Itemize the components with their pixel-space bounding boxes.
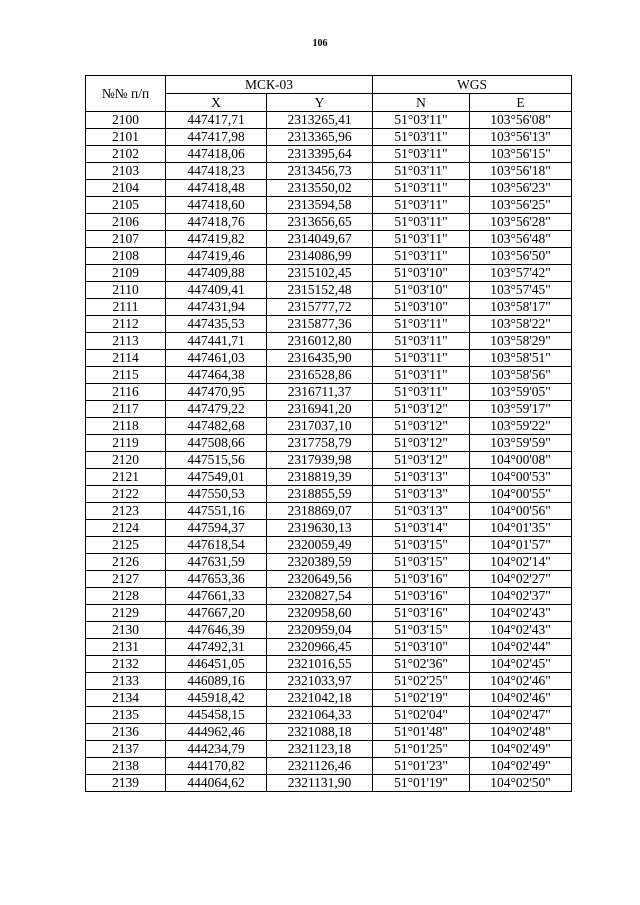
cell-e: 103°56'28" (470, 214, 572, 231)
cell-y: 2316435,90 (267, 350, 373, 367)
cell-e: 103°56'13" (470, 129, 572, 146)
cell-x: 446451,05 (166, 656, 267, 673)
cell-e: 104°02'14" (470, 554, 572, 571)
cell-n: 51°01'23" (373, 758, 470, 775)
cell-n: 51°01'48" (373, 724, 470, 741)
cell-n: 51°03'11" (373, 214, 470, 231)
table-row (86, 452, 572, 469)
cell-y: 2317939,98 (267, 452, 373, 469)
cell-x: 445458,15 (166, 707, 267, 724)
cell-num: 2128 (86, 588, 166, 605)
cell-x: 447417,98 (166, 129, 267, 146)
cell-y: 2318855,59 (267, 486, 373, 503)
cell-e: 104°02'46" (470, 690, 572, 707)
cell-y: 2313550,02 (267, 180, 373, 197)
cell-num: 2129 (86, 605, 166, 622)
cell-num: 2132 (86, 656, 166, 673)
cell-n: 51°03'10" (373, 282, 470, 299)
cell-num: 2105 (86, 197, 166, 214)
table-row (86, 231, 572, 248)
table-row (86, 605, 572, 622)
cell-x: 447418,60 (166, 197, 267, 214)
cell-e: 104°02'43" (470, 605, 572, 622)
cell-y: 2318869,07 (267, 503, 373, 520)
cell-num: 2104 (86, 180, 166, 197)
table-row (86, 758, 572, 775)
table-row (86, 554, 572, 571)
table-row (86, 265, 572, 282)
cell-n: 51°03'13" (373, 486, 470, 503)
cell-num: 2115 (86, 367, 166, 384)
table-row (86, 180, 572, 197)
cell-e: 103°58'56" (470, 367, 572, 384)
cell-y: 2321064,33 (267, 707, 373, 724)
cell-e: 104°02'27" (470, 571, 572, 588)
cell-e: 103°58'51" (470, 350, 572, 367)
cell-x: 447435,53 (166, 316, 267, 333)
cell-n: 51°03'12" (373, 401, 470, 418)
cell-x: 447653,36 (166, 571, 267, 588)
cell-y: 2314086,99 (267, 248, 373, 265)
cell-num: 2131 (86, 639, 166, 656)
table-row (86, 503, 572, 520)
table-row (86, 435, 572, 452)
cell-y: 2321126,46 (267, 758, 373, 775)
cell-x: 447441,71 (166, 333, 267, 350)
cell-y: 2316941,20 (267, 401, 373, 418)
cell-e: 104°02'44" (470, 639, 572, 656)
cell-num: 2127 (86, 571, 166, 588)
table-row (86, 248, 572, 265)
cell-x: 445918,42 (166, 690, 267, 707)
table-row (86, 639, 572, 656)
header-msk03: МСК-03 (166, 76, 373, 94)
cell-x: 447482,68 (166, 418, 267, 435)
cell-y: 2321123,18 (267, 741, 373, 758)
table-row (86, 350, 572, 367)
cell-num: 2101 (86, 129, 166, 146)
table-header (86, 76, 572, 112)
header-n: N (373, 94, 470, 112)
cell-x: 447551,16 (166, 503, 267, 520)
cell-x: 447419,82 (166, 231, 267, 248)
cell-num: 2103 (86, 163, 166, 180)
cell-num: 2136 (86, 724, 166, 741)
table-row (86, 299, 572, 316)
cell-y: 2321016,55 (267, 656, 373, 673)
cell-e: 103°56'25" (470, 197, 572, 214)
cell-num: 2109 (86, 265, 166, 282)
table-row (86, 690, 572, 707)
table-row (86, 367, 572, 384)
cell-y: 2313265,41 (267, 112, 373, 129)
cell-y: 2315152,48 (267, 282, 373, 299)
cell-e: 103°59'22" (470, 418, 572, 435)
cell-n: 51°03'11" (373, 248, 470, 265)
cell-n: 51°03'11" (373, 350, 470, 367)
cell-num: 2138 (86, 758, 166, 775)
cell-e: 103°59'05" (470, 384, 572, 401)
cell-e: 103°57'42" (470, 265, 572, 282)
cell-x: 446089,16 (166, 673, 267, 690)
cell-n: 51°02'36" (373, 656, 470, 673)
cell-n: 51°03'11" (373, 163, 470, 180)
cell-x: 447661,33 (166, 588, 267, 605)
cell-e: 104°00'08" (470, 452, 572, 469)
cell-n: 51°03'11" (373, 180, 470, 197)
cell-n: 51°01'19" (373, 775, 470, 792)
cell-num: 2124 (86, 520, 166, 537)
cell-x: 447492,31 (166, 639, 267, 656)
cell-y: 2313365,96 (267, 129, 373, 146)
cell-num: 2121 (86, 469, 166, 486)
cell-y: 2320389,59 (267, 554, 373, 571)
cell-x: 447667,20 (166, 605, 267, 622)
cell-y: 2321042,18 (267, 690, 373, 707)
cell-x: 447409,41 (166, 282, 267, 299)
cell-e: 104°02'48" (470, 724, 572, 741)
cell-x: 447417,71 (166, 112, 267, 129)
cell-e: 103°56'48" (470, 231, 572, 248)
cell-y: 2320827,54 (267, 588, 373, 605)
cell-x: 444170,82 (166, 758, 267, 775)
cell-e: 104°02'37" (470, 588, 572, 605)
cell-x: 447418,23 (166, 163, 267, 180)
cell-e: 103°56'23" (470, 180, 572, 197)
cell-num: 2120 (86, 452, 166, 469)
cell-num: 2116 (86, 384, 166, 401)
cell-x: 447461,03 (166, 350, 267, 367)
table-row (86, 146, 572, 163)
cell-x: 447508,66 (166, 435, 267, 452)
cell-n: 51°02'19" (373, 690, 470, 707)
cell-y: 2313656,65 (267, 214, 373, 231)
table-row (86, 741, 572, 758)
cell-y: 2319630,13 (267, 520, 373, 537)
cell-n: 51°03'11" (373, 146, 470, 163)
cell-n: 51°03'11" (373, 112, 470, 129)
table-row (86, 401, 572, 418)
cell-num: 2126 (86, 554, 166, 571)
table-row (86, 673, 572, 690)
cell-num: 2106 (86, 214, 166, 231)
cell-e: 103°59'59" (470, 435, 572, 452)
table-row (86, 486, 572, 503)
cell-e: 103°56'08" (470, 112, 572, 129)
cell-n: 51°03'13" (373, 469, 470, 486)
cell-n: 51°03'12" (373, 418, 470, 435)
cell-num: 2123 (86, 503, 166, 520)
cell-e: 103°56'50" (470, 248, 572, 265)
cell-num: 2134 (86, 690, 166, 707)
cell-num: 2114 (86, 350, 166, 367)
table-row (86, 537, 572, 554)
cell-n: 51°03'14" (373, 520, 470, 537)
cell-num: 2139 (86, 775, 166, 792)
cell-x: 447418,76 (166, 214, 267, 231)
cell-e: 104°01'57" (470, 537, 572, 554)
cell-num: 2111 (86, 299, 166, 316)
cell-x: 444234,79 (166, 741, 267, 758)
cell-e: 104°00'53" (470, 469, 572, 486)
cell-n: 51°03'11" (373, 384, 470, 401)
table-row (86, 707, 572, 724)
table-row (86, 724, 572, 741)
cell-n: 51°03'12" (373, 452, 470, 469)
cell-e: 103°56'15" (470, 146, 572, 163)
cell-y: 2321131,90 (267, 775, 373, 792)
table-row (86, 129, 572, 146)
cell-y: 2320649,56 (267, 571, 373, 588)
cell-x: 447515,56 (166, 452, 267, 469)
header-x: X (166, 94, 267, 112)
cell-e: 103°58'29" (470, 333, 572, 350)
cell-y: 2316528,86 (267, 367, 373, 384)
cell-y: 2316012,80 (267, 333, 373, 350)
cell-num: 2122 (86, 486, 166, 503)
cell-num: 2110 (86, 282, 166, 299)
table-row (86, 469, 572, 486)
cell-n: 51°03'13" (373, 503, 470, 520)
cell-x: 447418,48 (166, 180, 267, 197)
cell-num: 2118 (86, 418, 166, 435)
cell-n: 51°03'10" (373, 299, 470, 316)
table-row (86, 622, 572, 639)
cell-e: 104°02'45" (470, 656, 572, 673)
cell-y: 2320966,45 (267, 639, 373, 656)
cell-x: 447479,22 (166, 401, 267, 418)
cell-y: 2313395,64 (267, 146, 373, 163)
cell-e: 104°01'35" (470, 520, 572, 537)
table-row (86, 418, 572, 435)
cell-x: 447550,53 (166, 486, 267, 503)
cell-n: 51°01'25" (373, 741, 470, 758)
cell-e: 103°59'17" (470, 401, 572, 418)
cell-n: 51°03'10" (373, 265, 470, 282)
cell-x: 447618,54 (166, 537, 267, 554)
cell-x: 444962,46 (166, 724, 267, 741)
table-row (86, 214, 572, 231)
cell-y: 2320959,04 (267, 622, 373, 639)
header-wgs: WGS (373, 76, 572, 94)
cell-x: 447549,01 (166, 469, 267, 486)
cell-x: 447464,38 (166, 367, 267, 384)
cell-y: 2313456,73 (267, 163, 373, 180)
cell-y: 2320958,60 (267, 605, 373, 622)
cell-num: 2100 (86, 112, 166, 129)
cell-x: 447431,94 (166, 299, 267, 316)
cell-y: 2315777,72 (267, 299, 373, 316)
cell-num: 2135 (86, 707, 166, 724)
cell-y: 2314049,67 (267, 231, 373, 248)
cell-e: 104°02'49" (470, 741, 572, 758)
cell-n: 51°03'15" (373, 554, 470, 571)
table-row (86, 775, 572, 792)
cell-y: 2317037,10 (267, 418, 373, 435)
cell-n: 51°03'12" (373, 435, 470, 452)
cell-e: 103°58'22" (470, 316, 572, 333)
table-row (86, 163, 572, 180)
cell-n: 51°03'15" (373, 622, 470, 639)
cell-n: 51°03'16" (373, 605, 470, 622)
table-row (86, 384, 572, 401)
cell-e: 103°57'45" (470, 282, 572, 299)
cell-num: 2102 (86, 146, 166, 163)
cell-y: 2315877,36 (267, 316, 373, 333)
cell-num: 2130 (86, 622, 166, 639)
table-row (86, 333, 572, 350)
cell-x: 447418,06 (166, 146, 267, 163)
table-row (86, 588, 572, 605)
cell-y: 2316711,37 (267, 384, 373, 401)
cell-x: 447631,59 (166, 554, 267, 571)
cell-x: 447409,88 (166, 265, 267, 282)
cell-n: 51°03'11" (373, 129, 470, 146)
cell-num: 2108 (86, 248, 166, 265)
cell-n: 51°03'11" (373, 197, 470, 214)
cell-e: 104°02'49" (470, 758, 572, 775)
cell-n: 51°03'11" (373, 367, 470, 384)
cell-n: 51°03'10" (373, 639, 470, 656)
table-row (86, 316, 572, 333)
cell-x: 447419,46 (166, 248, 267, 265)
cell-y: 2320059,49 (267, 537, 373, 554)
cell-n: 51°03'16" (373, 571, 470, 588)
cell-y: 2317758,79 (267, 435, 373, 452)
cell-num: 2137 (86, 741, 166, 758)
cell-n: 51°03'15" (373, 537, 470, 554)
table-row (86, 197, 572, 214)
cell-y: 2315102,45 (267, 265, 373, 282)
cell-n: 51°03'11" (373, 333, 470, 350)
cell-n: 51°03'11" (373, 316, 470, 333)
cell-e: 103°58'17" (470, 299, 572, 316)
cell-n: 51°02'04" (373, 707, 470, 724)
coordinates-table (85, 75, 572, 792)
cell-x: 447594,37 (166, 520, 267, 537)
cell-num: 2112 (86, 316, 166, 333)
cell-y: 2318819,39 (267, 469, 373, 486)
cell-num: 2107 (86, 231, 166, 248)
cell-e: 104°00'56" (470, 503, 572, 520)
table-row (86, 656, 572, 673)
header-y: Y (267, 94, 373, 112)
table-body (86, 112, 572, 792)
cell-num: 2119 (86, 435, 166, 452)
cell-e: 104°02'43" (470, 622, 572, 639)
header-num: №№ п/п (86, 76, 166, 112)
cell-num: 2117 (86, 401, 166, 418)
cell-y: 2313594,58 (267, 197, 373, 214)
cell-e: 104°02'47" (470, 707, 572, 724)
cell-y: 2321033,97 (267, 673, 373, 690)
cell-n: 51°03'16" (373, 588, 470, 605)
cell-num: 2125 (86, 537, 166, 554)
header-row-1 (86, 76, 572, 94)
table-row (86, 282, 572, 299)
cell-x: 447470,95 (166, 384, 267, 401)
cell-e: 103°56'18" (470, 163, 572, 180)
cell-e: 104°02'50" (470, 775, 572, 792)
page-number: 106 (312, 38, 328, 49)
cell-num: 2133 (86, 673, 166, 690)
table-row (86, 571, 572, 588)
cell-n: 51°02'25" (373, 673, 470, 690)
cell-e: 104°02'46" (470, 673, 572, 690)
cell-y: 2321088,18 (267, 724, 373, 741)
cell-n: 51°03'11" (373, 231, 470, 248)
cell-e: 104°00'55" (470, 486, 572, 503)
table-row (86, 520, 572, 537)
header-e: E (470, 94, 572, 112)
cell-x: 444064,62 (166, 775, 267, 792)
table-row (86, 112, 572, 129)
cell-num: 2113 (86, 333, 166, 350)
cell-x: 447646,39 (166, 622, 267, 639)
